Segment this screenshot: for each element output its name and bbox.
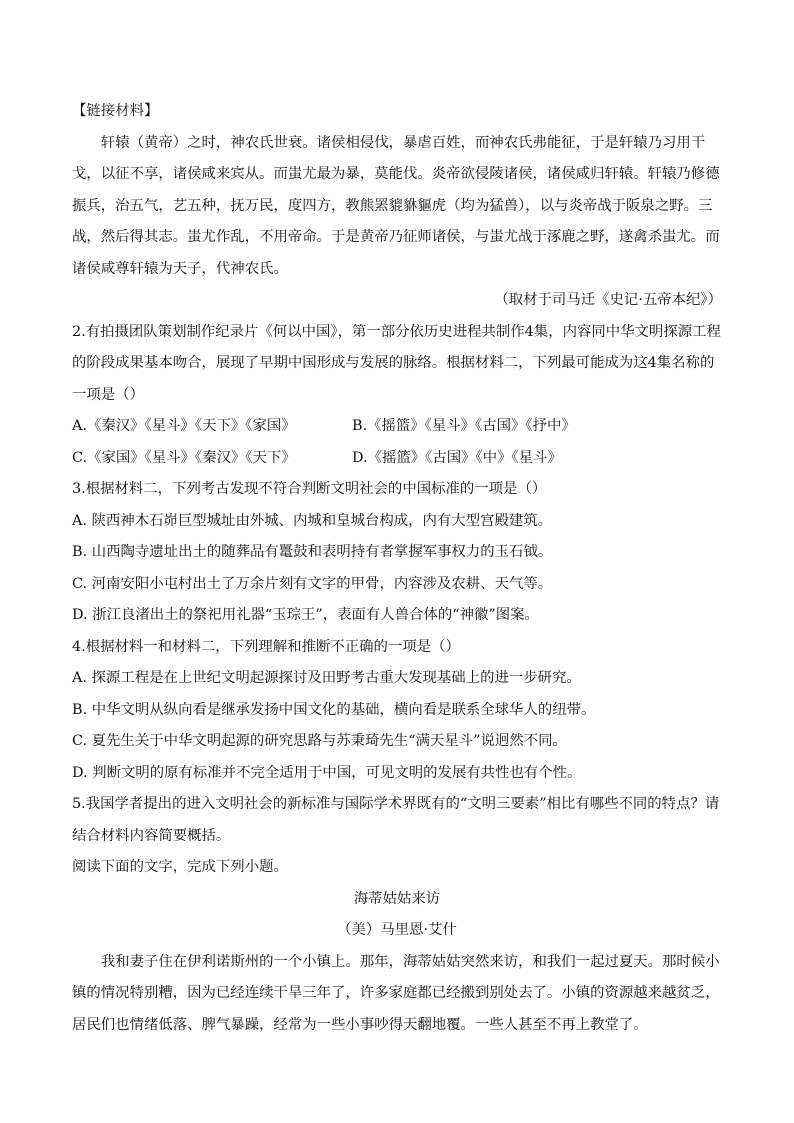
question-2-options-row-2 bbox=[72, 443, 722, 475]
document-page bbox=[72, 96, 722, 1041]
question-4-option-b: B. 中华文明从纵向看是继承发扬中国文化的基础，横向看是联系全球华人的纽带。 bbox=[72, 701, 596, 718]
question-2-option-b: B.《摇篮》《星斗》《古国》《抒中》 bbox=[352, 418, 576, 434]
question-2-stem: 2.有拍摄团队策划制作纪录片《何以中国》，第一部分依历史进程共制作4集，内容同中华文明探源工程的阶段成果基本吻合，展现了早期中国形成与发展的脉络。根据材料二，下列最可能成为这4集名称的一项是（） bbox=[72, 323, 721, 403]
question-5-stem: 5.我国学者提出的进入文明社会的新标准与国际学术界既有的“文明三要素”相比有哪些不同的特点？请结合材料内容简要概括。 bbox=[72, 796, 720, 844]
question-3-option-b: B. 山西陶寺遗址出土的随葬品有鼍鼓和表明持有者掌握军事权力的玉石钺。 bbox=[72, 544, 553, 560]
link-material-paragraph: 轩辕（黄帝）之时，神农氏世衰。诸侯相侵伐，暴虐百姓，而神农氏弗能征，于是轩辕乃习用干戈，以征不享，诸侯咸来宾从。而蚩尤最为暴，莫能伐。炎帝欲侵陵诸侯，诸侯咸归轩辕。轩辕乃修德振兵，治五气，艺五种，抚万民，度四方，教熊罴貔貅貙虎（均为猛兽），以与炎帝战于阪泉之野。三战，然后得其志。蚩尤作乱，不用帝命。于是黄帝乃征师诸侯，与蚩尤战于涿鹿之野，遂禽杀蚩尤。而诸侯咸尊轩辕为天子，代神农氏。 bbox=[72, 134, 720, 277]
question-4-option-a: A. 探源工程是在上世纪文明起源探讨及田野考古重大发现基础上的进一步研究。 bbox=[72, 670, 581, 686]
question-3-option-c: C. 河南安阳小屯村出土了万余片刻有文字的甲骨，内容涉及农耕、天气等。 bbox=[72, 575, 553, 592]
question-4-option-d: D. 判断文明的原有标准并不完全适用于中国，可见文明的发展有共性也有个性。 bbox=[72, 764, 582, 781]
link-material-heading: 【链接材料】 bbox=[72, 103, 159, 119]
reading-author: （美）马里恩·艾什 bbox=[337, 922, 457, 938]
question-3-option-d: D. 浙江良渚出土的祭祀用礼器“玉琮王”，表面有人兽合体的“神徽”图案。 bbox=[72, 607, 539, 623]
question-3-option-a: A. 陕西神木石峁巨型城址由外城、内城和皇城台构成，内有大型宫殿建筑。 bbox=[72, 512, 553, 529]
reading-paragraph: 我和妻子住在伊利诺斯州的一个小镇上。那年，海蒂姑姑突然来访，和我们一起过夏天。那时候小镇的情况特别糟，因为已经连续干旱三年了，许多家庭都已经搬到别处去了。小镇的资源越来越贫乏，居民们也情绪低落、脾气暴躁，经常为一些小事吵得天翻地覆。一些人甚至不再上教堂了。 bbox=[72, 953, 720, 1033]
question-2-option-c: C.《家国》《星斗》《秦汉》《天下》 bbox=[72, 449, 296, 466]
reading-instruction: 阅读下面的文字，完成下列小题。 bbox=[72, 859, 288, 875]
question-2-option-d: D.《摇篮》《古国》《中》《星斗》 bbox=[352, 449, 562, 466]
link-material-source: （取材于司马迁《史记·五帝本纪》） bbox=[494, 292, 722, 308]
question-4-stem: 4.根据材料一和材料二，下列理解和推断不正确的一项是（） bbox=[72, 638, 460, 655]
question-3-stem: 3.根据材料二，下列考古发现不符合判断文明社会的中国标准的一项是（） bbox=[72, 481, 547, 497]
reading-title: 海蒂姑姑来访 bbox=[353, 890, 441, 907]
question-2-option-a: A.《秦汉》《星斗》《天下》《家国》 bbox=[72, 418, 296, 434]
question-4-option-c: C. 夏先生关于中华文明起源的研究思路与苏秉琦先生“满天星斗”说迥然不同。 bbox=[72, 733, 567, 749]
question-2-options-row-1 bbox=[72, 411, 722, 443]
